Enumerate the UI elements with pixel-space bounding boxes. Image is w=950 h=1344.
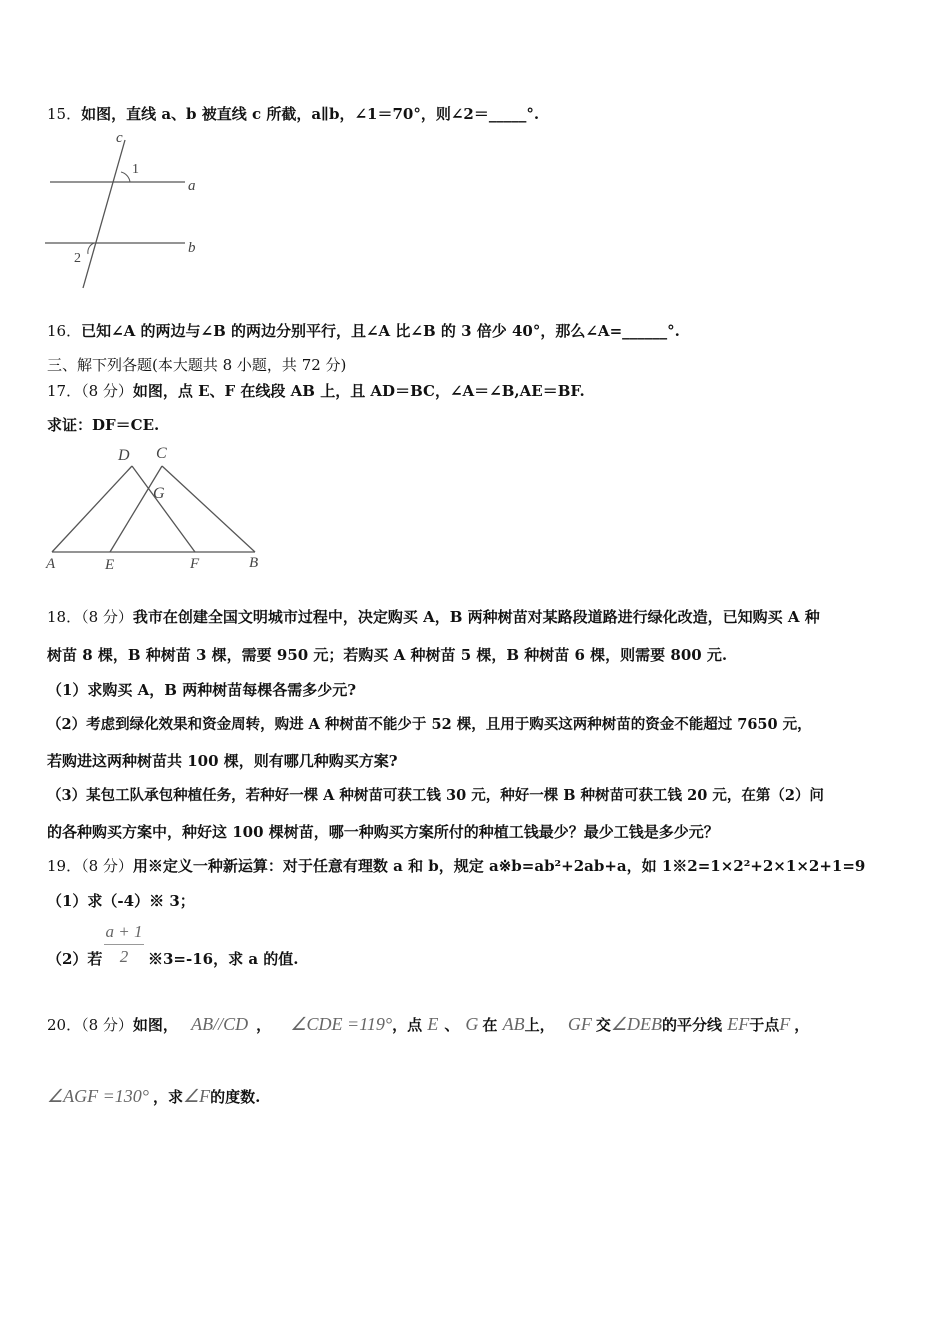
q20-text-10: ， <box>794 1016 810 1034</box>
section3-title: 三、解下列各题(本大题共 8 小题，共 72 分) <box>47 356 347 374</box>
q16-number: 16． <box>47 322 82 340</box>
q19-part2-suffix: ※3=-16，求 a 的值. <box>148 950 299 968</box>
q15-body: 如图，直线 a、b 被直线 c 所截，a∥b，∠1＝70°，则∠2＝_____°. <box>81 105 540 123</box>
q18-line2: 树苗 8 棵，B 种树苗 3 棵，需要 950 元；若购买 A 种树苗 5 棵，B 种树苗 6 棵，则需要 800 元. <box>47 646 728 664</box>
q15-text <box>47 103 539 124</box>
q17-figure <box>40 440 270 575</box>
q20-math-ab: AB <box>502 1014 525 1034</box>
q19-number: 19． <box>47 857 82 875</box>
q15-label-c: c <box>116 130 123 146</box>
q20-math-f: F <box>779 1014 791 1034</box>
q17-label-E: E <box>105 557 115 573</box>
q18-line1 <box>47 606 820 627</box>
q19-part1: （1）求（-4）※ 3； <box>47 892 195 910</box>
q18-part2b: 若购进这两种树苗共 100 棵，则有哪几种购买方案? <box>47 752 398 770</box>
q20-math-e: E <box>427 1014 439 1034</box>
q17-label-B: B <box>249 555 259 571</box>
q20-math-gf: GF <box>567 1014 592 1034</box>
q16-body: 已知∠A 的两边与∠B 的两边分别平行，且∠A 比∠B 的 3 倍少 40°，那么∠A=______°. <box>81 322 680 340</box>
q15-figure <box>40 128 210 298</box>
q15-number: 15． <box>47 105 82 123</box>
q19-part2-prefix: （2）若 <box>47 950 103 968</box>
q17-label-D: D <box>118 447 130 464</box>
q17-score: （8 分） <box>81 382 133 400</box>
q19-frac-numerator: a + 1 <box>105 922 143 941</box>
q20-math-g: G <box>465 1014 479 1034</box>
q20-text-4: 、 <box>444 1016 460 1034</box>
q20-text-9: 于点 <box>749 1016 780 1034</box>
q15-label-2: 2 <box>74 251 81 266</box>
q20-math-angle-agf: ∠AGF =130° <box>47 1086 149 1106</box>
q20-number: 20． <box>47 1016 82 1034</box>
q20-text-12: 的度数. <box>210 1088 261 1106</box>
q16-text <box>47 320 680 341</box>
q19-text <box>47 855 865 876</box>
q17-label-C: C <box>156 445 167 462</box>
q19-frac-denominator: 2 <box>119 947 129 966</box>
q15-label-1: 1 <box>132 162 139 177</box>
q20-text-8: 的平分线 <box>661 1016 722 1034</box>
q17-label-A: A <box>46 556 56 572</box>
q20-text-1: 如图， <box>132 1016 178 1034</box>
q17-text <box>47 380 585 401</box>
q19-score: （8 分） <box>81 857 133 875</box>
q15-label-b: b <box>188 240 196 256</box>
q20-text-3: ，点 <box>392 1016 423 1034</box>
q17-label-G: G <box>153 485 165 502</box>
q20-line1 <box>47 1008 809 1041</box>
q15-label-a: a <box>188 178 196 194</box>
q17-label-F: F <box>190 556 200 572</box>
q18-number: 18． <box>47 608 82 626</box>
q20-math-angle-cde: ∠CDE =119° <box>290 1014 393 1034</box>
q19-body: 用※定义一种新运算：对于任意有理数 a 和 b，规定 a※b=ab²+2ab+a，如 1※2=1×2²+2×1×2+1=9 <box>132 857 866 875</box>
q20-score: （8 分） <box>81 1016 133 1034</box>
q18-part2a: （2）考虑到绿化效果和资金周转，购进 A 种树苗不能少于 52 棵，且用于购买这两种树苗的资金不能超过 7650 元， <box>47 716 812 733</box>
q18-part3a: （3）某包工队承包种植任务，若种好一棵 A 种树苗可获工钱 30 元，种好一棵 B 种树苗可获工钱 20 元，在第（2）问 <box>47 787 824 804</box>
q20-text-5: 在 <box>482 1016 498 1034</box>
q20-math-angle-deb: ∠DEB <box>610 1014 662 1034</box>
q20-math-parallel: AB//CD <box>191 1014 249 1034</box>
q18-part3b: 的各种购买方案中，种好这 100 棵树苗，哪一种购买方案所付的种植工钱最少？最少工钱是多少元？ <box>47 823 719 841</box>
q19-fraction <box>104 922 144 967</box>
q20-text-7: 交 <box>595 1016 611 1034</box>
q17-number: 17． <box>47 382 82 400</box>
q18-part1: （1）求购买 A，B 两种树苗每棵各需多少元? <box>47 681 356 699</box>
q18-score: （8 分） <box>81 608 133 626</box>
q20-math-ef: EF <box>727 1014 750 1034</box>
q20-line2 <box>47 1080 260 1113</box>
q20-text-11: ，求 <box>152 1088 183 1106</box>
q20-text-2: ， <box>256 1016 272 1034</box>
q18-body-1: 我市在创建全国文明城市过程中，决定购买 A，B 两种树苗对某路段道路进行绿化改造，已知购买 A 种 <box>132 608 820 626</box>
q20-text-6: 上， <box>524 1016 555 1034</box>
q17-body: 如图，点 E、F 在线段 AB 上，且 AD＝BC，∠A＝∠B,AE＝BF. <box>132 382 585 400</box>
q20-math-angle-f: ∠F <box>183 1086 211 1106</box>
q17-prove: 求证：DF＝CE. <box>47 416 160 434</box>
